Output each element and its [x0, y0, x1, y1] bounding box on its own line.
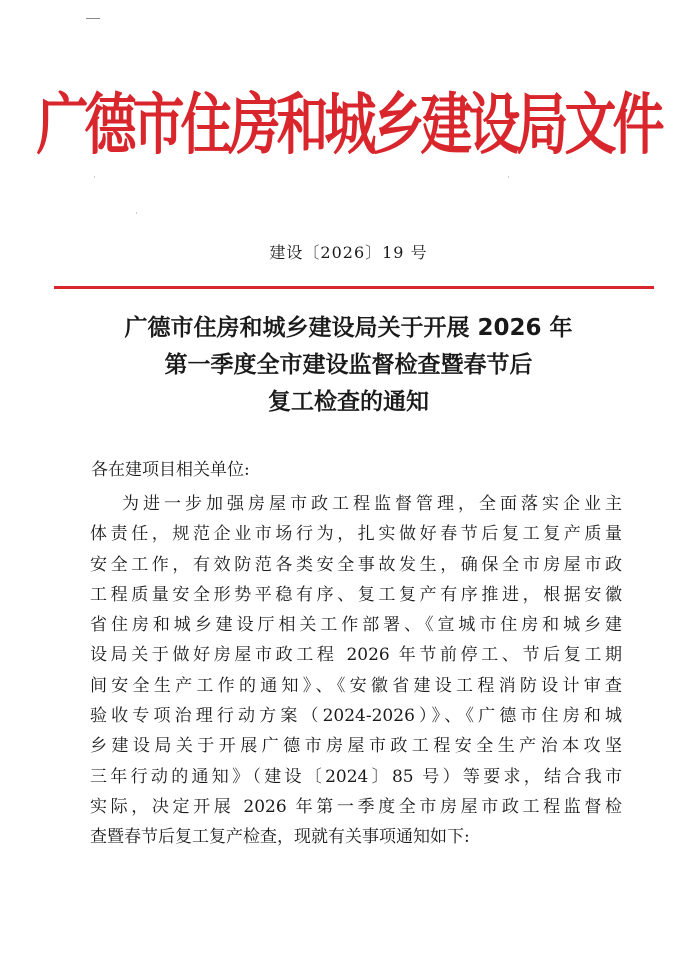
- body-line: 安全工作，有效防范各类安全事故发生，确保全市房屋市政: [90, 554, 622, 575]
- notice-title: [0, 310, 697, 421]
- scan-speck: ˙: [134, 212, 139, 223]
- scan-speck: ˙: [92, 176, 97, 187]
- body-line: 乡建设局关于开展广德市房屋市政工程安全生产治本攻坚: [90, 736, 622, 757]
- body-paragraph: [90, 489, 622, 853]
- body-line: 查暨春节后复工复产检查，现就有关事项通知如下:: [90, 827, 470, 848]
- red-divider: [54, 286, 654, 289]
- body-line: 为进一步加强房屋市政工程监督管理，全面落实企业主: [122, 494, 622, 514]
- title-line: 第一季度全市建设监督检查暨春节后: [164, 352, 533, 378]
- body-line: 省住房和城乡建设厅相关工作部署、《宣城市住房和城乡建: [90, 615, 622, 636]
- masthead-title: 广德市住房和城乡建设局文件: [36, 87, 661, 164]
- body-line: 实际，决定开展 2026 年第一季度全市房屋市政工程监督检: [90, 796, 622, 817]
- body-line: 间安全生产工作的通知》、《安徽省建设工程消防设计审查: [90, 675, 622, 696]
- body-line: 验收专项治理行动方案（2024-2026）》、《广德市住房和城: [90, 706, 622, 727]
- scan-speck: ˙: [506, 176, 511, 187]
- body-line: 三年行动的通知》（建设〔2024〕85 号）等要求，结合我市: [90, 766, 622, 787]
- body-line: 工程质量安全形势平稳有序、复工复产有序推进，根据安徽: [90, 584, 622, 605]
- salutation: 各在建项目相关单位:: [91, 460, 250, 480]
- body-line: 体责任，规范企业市场行为，扎实做好春节后复工复产质量: [90, 524, 622, 545]
- document-number: 建设〔2026〕19 号: [269, 243, 428, 262]
- title-line: 复工检查的通知: [268, 389, 429, 415]
- body-line: 设局关于做好房屋市政工程 2026 年节前停工、节后复工期: [90, 645, 622, 666]
- scan-mark: [86, 18, 100, 19]
- title-line: 广德市住房和城乡建设局关于开展 2026 年: [124, 315, 573, 341]
